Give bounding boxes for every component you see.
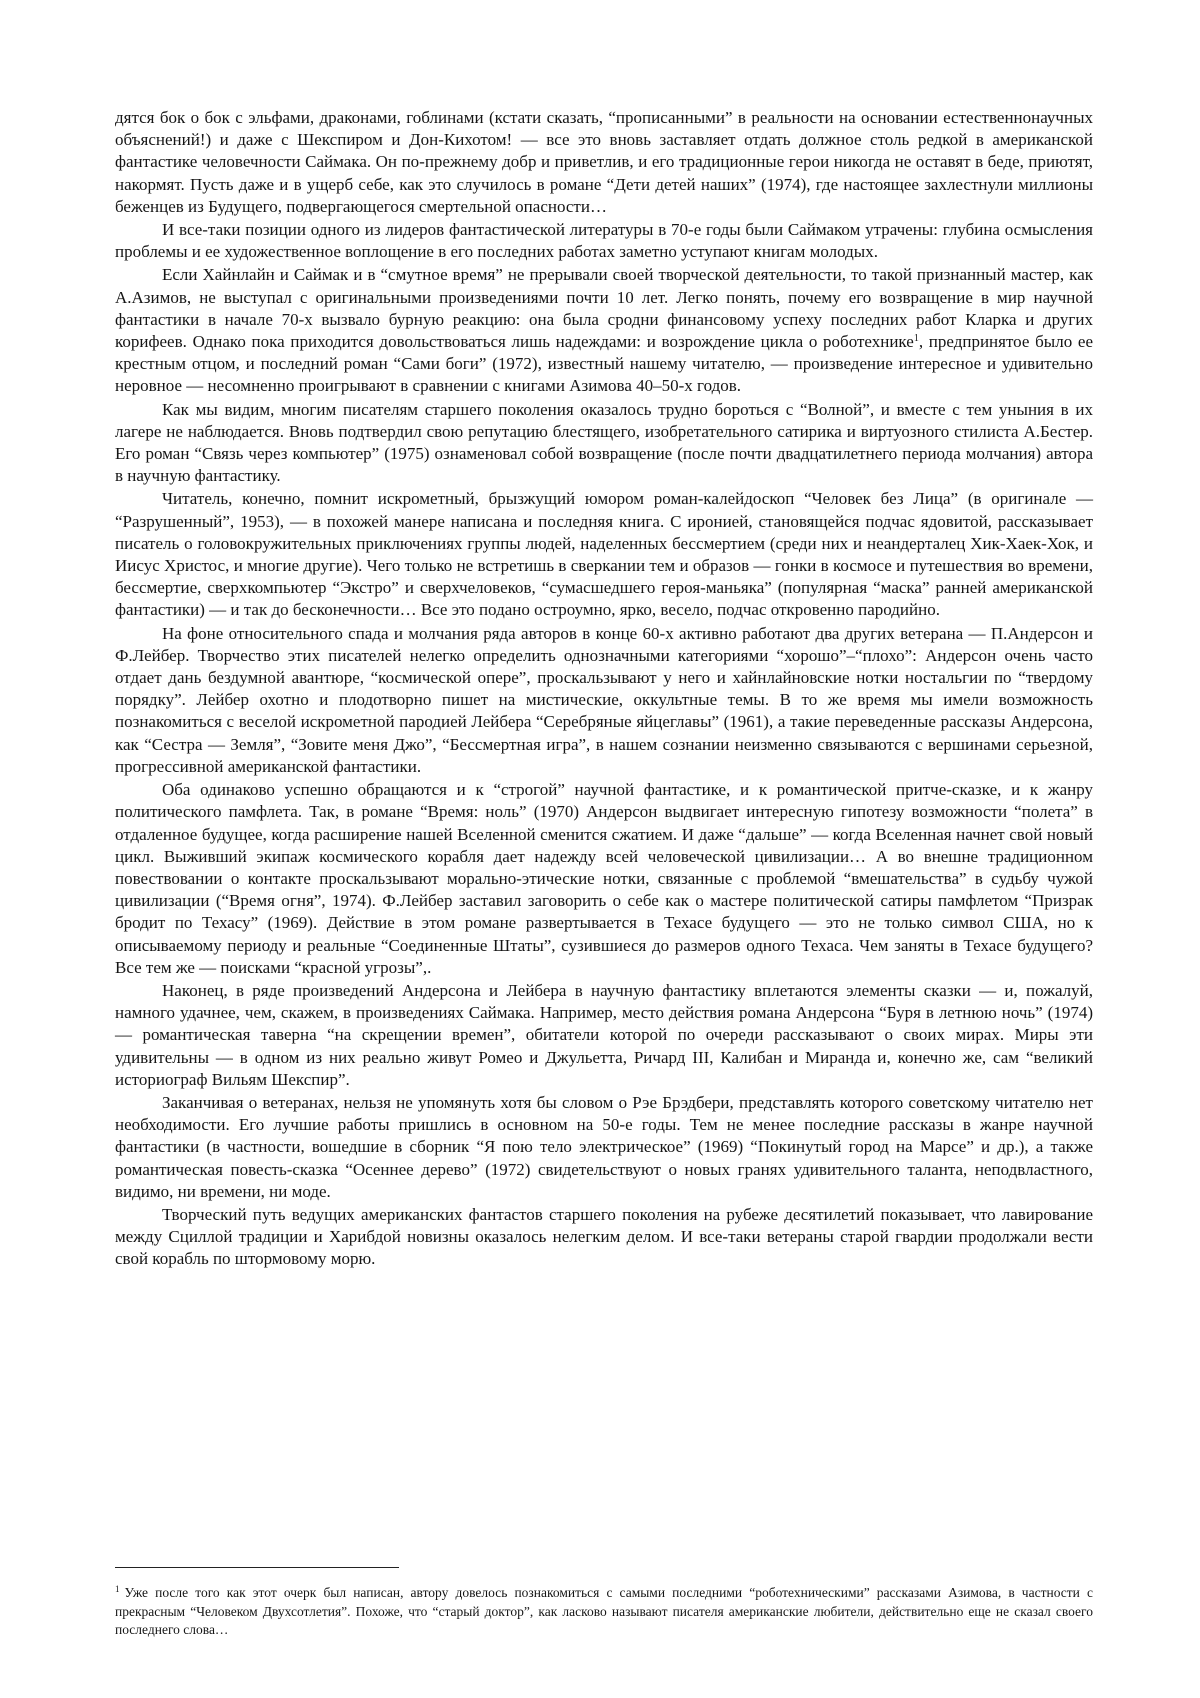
paragraph xyxy=(115,488,1093,621)
paragraph xyxy=(115,623,1093,778)
paragraph xyxy=(115,399,1093,488)
footnote-reference[interactable]: 1 xyxy=(913,333,919,345)
paragraph-text: Как мы видим, многим писателям старшего поколения оказалось трудно бороться с “Волной”, и вместе с тем уныния в их лагере не наблюдается. Вновь подтвердил свою репутацию блестящего, изобретательного сатирика и виртуозного стилиста А.Бестер. Его роман “Связь через компьютер” (1975) ознаменовал собой возвращение (после почти двадцатилетнего периода молчания) автора в научную фантастику. xyxy=(115,399,1093,486)
footnote xyxy=(115,1584,1093,1640)
paragraph xyxy=(115,980,1093,1091)
paragraph-text: На фоне относительного спада и молчания ряда авторов в конце 60-х активно работают два других ветерана — П.Андерсон и Ф.Лейбер. Творчество этих писателей нелегко определить однозначными категориями “хорошо”–“плохо”: Андерсон очень часто отдает дань бездумной авантюре, “космической опере”, проскальзывают у него и хайнлайновские нотки ностальгии по “твердому порядку”. Лейбер охотно и плодотворно пишет на мистические, оккультные темы. В то же время мы имели возможность познакомиться с веселой искрометной пародией Лейбера “Серебряные яйцеглавы” (1961), а такие переведенные рассказы Андерсона, как “Сестра — Земля”, “Зовите меня Джо”, “Бессмертная игра”, в нашем сознании неизменно связываются с вершинами серьезной, прогрессивной американской фантастики. xyxy=(115,623,1093,776)
paragraph-text: И все-таки позиции одного из лидеров фантастической литературы в 70-е годы были Саймаком утрачены: глубина осмысления проблемы и ее художественное воплощение в его последних работах заметно уступают книгам молодых. xyxy=(115,220,1093,262)
paragraph xyxy=(115,107,1093,218)
footnote-mark: 1 xyxy=(115,1584,120,1594)
footnote-text: Уже после того как этот очерк был написан, автору довелось познакомиться с самыми последними “роботехническими” рассказами Азимова, в частности с прекрасным “Человеком Двухсотлетия”. Похоже, что “старый доктор”, как ласково называют писателя американские любители, действительно еще не сказал своего последнего слова… xyxy=(115,1585,1093,1637)
paragraph xyxy=(115,1204,1093,1271)
paragraph xyxy=(115,1092,1093,1203)
paragraph-text: дятся бок о бок с эльфами, драконами, гоблинами (кстати сказать, “прописанными” в реальности на основании естественнонаучных объяснений!) и даже с Шекспиром и Дон-Кихотом! — все это вновь заставляет отдать должное столь редкой в американской фантастике человечности Саймака. Он по-прежнему добр и приветлив, и его традиционные герои никогда не оставят в беде, приютят, накормят. Пусть даже и в ущерб себе, как это случилось в романе “Дети детей наших” (1974), где настоящее захлестнули миллионы беженцев из Будущего, подвергающегося смертельной опасности… xyxy=(115,108,1093,216)
paragraph-text: Читатель, конечно, помнит искрометный, брызжущий юмором роман-калейдоскоп “Человек без Лица” (в оригинале — “Разрушенный”, 1953), — в похожей манере написана и последняя книга. С иронией, становящейся подчас ядовитой, рассказывает писатель о головокружительных приключениях группы людей, наделенных бессмертием (среди них и неандерталец Хик-Хаек-Хок, и Иисус Христос, и многие другие). Чего только не встретишь в сверкании тем и образов — гонки в космосе и путешествия во времени, бессмертие, сверхкомпьютер “Экстро” и сверхчеловеков, “сумасшедшего героя-маньяка” (популярная “маска” ранней американской фантастики) — и так до бесконечности… Все это подано остроумно, ярко, весело, подчас откровенно пародийно. xyxy=(115,489,1093,620)
paragraph-text: Оба одинаково успешно обращаются и к “строгой” научной фантастике, и к романтической притче-сказке, и к жанру политического памфлета. Так, в романе “Время: ноль” (1970) Андерсон выдвигает интересную гипотезу возможности “полета” в отдаленное будущее, когда расширение нашей Вселенной сменится сжатием. И даже “дальше” — когда Вселенная начнет свой новый цикл. Выживший экипаж космического корабля дает надежду всей человеческой цивилизации… А во внешне традиционном повествовании о контакте проскальзывают морально-этические нотки, связанные с проблемой “вмешательства” в судьбу чужой цивилизации (“Время огня”, 1974). Ф.Лейбер заставил заговорить о себе как о мастере политической сатиры памфлетом “Призрак бродит по Техасу” (1969). Действие в этом романе развертывается в Техасе будущего — это не только символ США, но к описываемому периоду и реальные “Соединенные Штаты”, сузившиеся до размеров одного Техаса. Чем заняты в Техасе будущего? Все тем же — поисками “красной угрозы”,. xyxy=(115,780,1093,977)
paragraph-text: , предпринятое было ее крестным отцом, и последний роман “Сами боги” (1972), известный нашему читателю, — произведение интересное и удивительно неровное — несомненно проигрывают в сравнении с книгами Азимова 40–50-х годов. xyxy=(115,332,1093,396)
paragraph xyxy=(115,779,1093,979)
footnote-divider xyxy=(115,1567,399,1568)
paragraph-text: Наконец, в ряде произведений Андерсона и Лейбера в научную фантастику вплетаются элементы сказки — и, пожалуй, намного удачнее, чем, скажем, в произведениях Саймака. Например, место действия романа Андерсона “Буря в летнюю ночь” (1974) — романтическая таверна “на скрещении времен”, обитатели которой по очереди рассказывают о своих мирах. Миры эти удивительны — в одном из них реально живут Ромео и Джульетта, Ричард III, Калибан и Миранда и, конечно же, сам “великий историограф Вильям Шекспир”. xyxy=(115,980,1093,1089)
paragraph-text: Заканчивая о ветеранах, нельзя не упомянуть хотя бы словом о Рэе Брэдбери, представлять которого советскому читателю нет необходимости. Его лучшие работы пришлись в основном на 50-е годы. Тем не менее последние рассказы в жанре научной фантастики (в частности, вошедшие в сборник “Я пою тело электрическое” (1969) “Покинутый город на Марсе” и др.), а также романтическая повесть-сказка “Осеннее дерево” (1972) свидетельствуют о новых гранях удивительного таланта, неподвластного, видимо, ни времени, ни моде. xyxy=(115,1092,1093,1201)
paragraph-text: Творческий путь ведущих американских фантастов старшего поколения на рубеже десятилетий показывает, что лавирование между Сциллой традиции и Харибдой новизны оказалось нелегким делом. И все-таки ветераны старой гвардии продолжали вести свой корабль по штормовому морю. xyxy=(115,1204,1093,1269)
paragraph-text: Если Хайнлайн и Саймак и в “смутное время” не прерывали своей творческой деятельности, то такой признанный мастер, как А.Азимов, не выступал с оригинальными произведениями почти 10 лет. Легко понять, почему его возвращение в мир научной фантастики в начале 70-х вызвало бурную реакцию: она была сродни финансовому успеху последних работ Кларка и других корифеев. Однако пока приходится довольствоваться лишь надеждами: и возрождение цикла о роботехнике xyxy=(115,265,1093,352)
paragraph xyxy=(115,264,1093,397)
article-body xyxy=(115,107,1093,1271)
paragraph xyxy=(115,219,1093,263)
